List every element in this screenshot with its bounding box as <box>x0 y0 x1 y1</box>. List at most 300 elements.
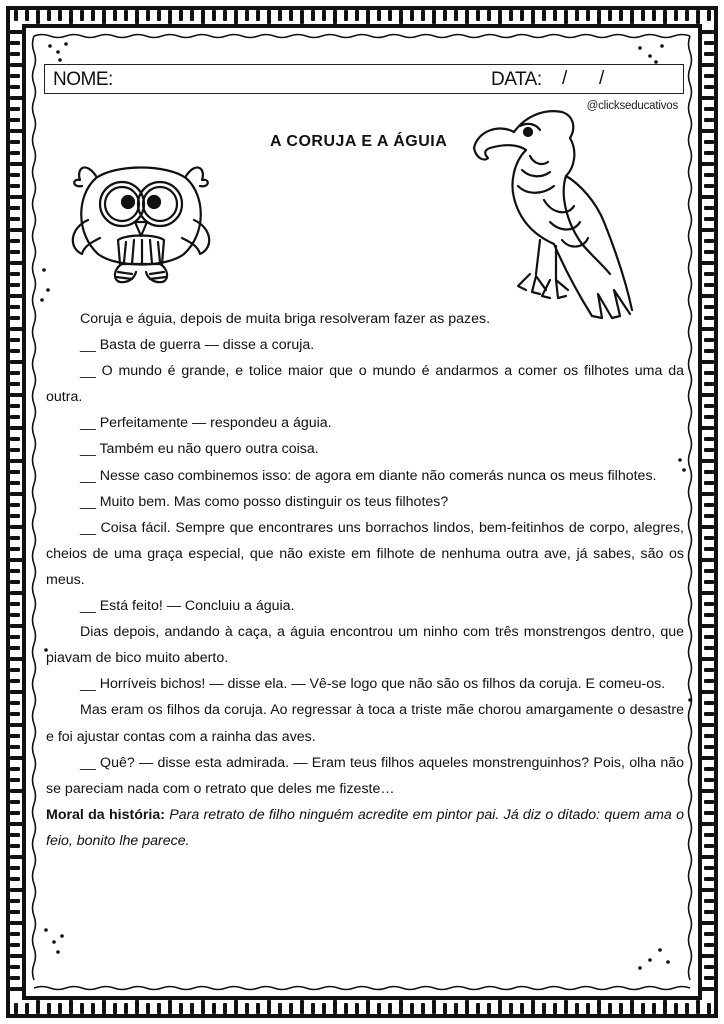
frame-bar <box>80 10 84 21</box>
frame-dot <box>688 698 692 702</box>
story-paragraph: __ Também eu não quero outra coisa. <box>80 441 319 458</box>
frame-bar <box>113 10 117 21</box>
frame-bar <box>704 668 714 672</box>
frame-bar <box>704 404 714 408</box>
frame-bar <box>212 10 216 21</box>
frame-bar <box>701 789 714 793</box>
frame-bar <box>10 811 20 815</box>
frame-bar <box>10 910 20 914</box>
frame-bar <box>355 1003 359 1014</box>
frame-bar <box>25 1003 29 1014</box>
frame-bar <box>704 679 714 683</box>
frame-bar <box>25 10 29 21</box>
frame-bar <box>701 624 714 628</box>
frame-bar <box>10 129 23 133</box>
frame-bar <box>586 10 590 21</box>
frame-bar <box>487 10 491 21</box>
frame-bar <box>531 10 535 24</box>
frame-bar <box>10 646 20 650</box>
frame-bar <box>388 10 392 21</box>
frame-bar <box>674 10 678 21</box>
frame-bar <box>10 52 20 56</box>
frame-bar <box>10 591 23 595</box>
frame-bar <box>10 712 20 716</box>
frame-bar <box>704 943 714 947</box>
frame-bar <box>10 987 23 991</box>
frame-bar <box>10 63 23 67</box>
frame-bar <box>10 877 20 881</box>
frame-bar <box>704 437 714 441</box>
story-paragraph: __ Basta de guerra — disse a coruja. <box>80 337 315 354</box>
frame-bar <box>10 206 20 210</box>
name-label: NOME: <box>53 69 113 90</box>
frame-bar <box>102 1000 106 1014</box>
frame-bar <box>146 1003 150 1014</box>
frame-bar <box>201 1000 205 1014</box>
frame-bar <box>704 85 714 89</box>
frame-bar <box>14 10 18 21</box>
frame-bar <box>10 294 23 298</box>
frame-bar <box>10 514 20 518</box>
frame-bar <box>701 96 714 100</box>
frame-bar <box>10 866 20 870</box>
frame-bar <box>704 470 714 474</box>
frame-bar <box>58 1003 62 1014</box>
frame-dot <box>42 268 46 272</box>
frame-bar <box>10 921 23 925</box>
frame-bar <box>10 239 20 243</box>
frame-bar <box>36 1000 40 1014</box>
frame-bar <box>443 1003 447 1014</box>
frame-bar <box>454 1003 458 1014</box>
frame-bar <box>10 536 20 540</box>
frame-bar <box>10 657 23 661</box>
frame-bar <box>10 558 23 562</box>
frame-bar <box>597 1000 601 1014</box>
frame-bar <box>553 10 557 21</box>
frame-bar <box>704 800 714 804</box>
frame-dot <box>666 960 670 964</box>
frame-bar <box>704 338 714 342</box>
frame-bar <box>701 426 714 430</box>
frame-dot <box>56 950 60 954</box>
frame-bar <box>311 1003 315 1014</box>
frame-bar <box>704 635 714 639</box>
frame-bar <box>520 10 524 21</box>
frame-bar <box>696 10 700 24</box>
story-paragraph: Dias depois, andando à caça, a águia encontrou um ninho com três monstrengos dentro, que piavam de bico muito aberto. <box>46 624 684 667</box>
frame-bar <box>124 10 128 21</box>
frame-bar <box>586 1003 590 1014</box>
frame-bar <box>10 151 20 155</box>
frame-bar <box>701 228 714 232</box>
frame-bar <box>102 10 106 24</box>
frame-bar <box>696 1000 700 1014</box>
frame-bar <box>509 1003 513 1014</box>
frame-scribble <box>34 35 690 38</box>
eagle-illustration <box>470 104 640 324</box>
frame-bar <box>704 41 714 45</box>
frame-dot <box>658 948 662 952</box>
frame-bar <box>701 756 714 760</box>
frame-bar <box>410 10 414 21</box>
frame-bar <box>10 503 20 507</box>
frame-bar <box>10 525 23 529</box>
frame-bar <box>157 1003 161 1014</box>
frame-bar <box>10 734 20 738</box>
frame-bar <box>701 954 714 958</box>
frame-bar <box>663 1000 667 1014</box>
frame-bar <box>10 459 23 463</box>
frame-bar <box>10 679 20 683</box>
frame-dot <box>64 42 68 46</box>
frame-bar <box>704 316 714 320</box>
frame-dot <box>44 928 48 932</box>
frame-bar <box>69 10 73 24</box>
frame-bar <box>704 481 714 485</box>
frame-bar <box>10 85 20 89</box>
frame-bar <box>10 833 20 837</box>
frame-bar <box>267 10 271 24</box>
owl-illustration <box>66 156 216 291</box>
frame-bar <box>10 789 23 793</box>
frame-bar <box>278 10 282 21</box>
frame-bar <box>487 1003 491 1014</box>
frame-bar <box>652 10 656 21</box>
frame-bar <box>245 1003 249 1014</box>
frame-bar <box>179 1003 183 1014</box>
frame-bar <box>701 657 714 661</box>
frame-bar <box>91 10 95 21</box>
frame-bar <box>289 1003 293 1014</box>
frame-bar <box>704 712 714 716</box>
frame-bar <box>10 250 20 254</box>
frame-bar <box>704 536 714 540</box>
frame-bar <box>701 822 714 826</box>
frame-bar <box>704 74 714 78</box>
frame-bar <box>10 96 23 100</box>
frame-bar <box>322 10 326 21</box>
story-paragraph: Mas eram os filhos da coruja. Ao regressar à toca a triste mãe chorou amargamente o desastre e foi ajustar contas com a rainha das aves. <box>46 702 684 745</box>
story-paragraph: __ Horríveis bichos! — disse ela. — Vê-se logo que não são os filhos da coruja. E comeu-os. <box>80 676 666 693</box>
frame-bar <box>704 778 714 782</box>
frame-bar <box>256 10 260 21</box>
frame-bar <box>701 63 714 67</box>
frame-bar <box>377 1003 381 1014</box>
frame-bar <box>704 371 714 375</box>
frame-bar <box>135 10 139 24</box>
frame-bar <box>212 1003 216 1014</box>
frame-bar <box>704 415 714 419</box>
frame-bar <box>245 10 249 21</box>
frame-bar <box>234 1000 238 1014</box>
frame-bar <box>704 844 714 848</box>
frame-bar <box>10 360 23 364</box>
date-label: DATA: <box>491 69 542 90</box>
frame-bar <box>509 10 513 21</box>
name-date-header <box>44 64 684 94</box>
frame-scribble <box>689 36 692 980</box>
frame-bar <box>619 1003 623 1014</box>
frame-bar <box>377 10 381 21</box>
frame-bar <box>10 767 20 771</box>
frame-bar <box>311 10 315 21</box>
page-title: A CORUJA E A ÁGUIA <box>270 133 448 150</box>
frame-bar <box>619 10 623 21</box>
frame-bar <box>289 10 293 21</box>
frame-bar <box>10 393 23 397</box>
frame-bar <box>630 1000 634 1014</box>
frame-bar <box>10 492 23 496</box>
frame-bar <box>10 965 20 969</box>
frame-bar <box>10 437 20 441</box>
frame-bar <box>10 415 20 419</box>
frame-bar <box>190 1003 194 1014</box>
frame-bar <box>701 294 714 298</box>
frame-bar <box>10 195 23 199</box>
frame-bar <box>14 1003 18 1014</box>
frame-bar <box>641 10 645 21</box>
frame-bar <box>704 910 714 914</box>
frame-bar <box>135 1000 139 1014</box>
frame-bar <box>608 10 612 21</box>
frame-bar <box>322 1003 326 1014</box>
frame-dot <box>648 958 652 962</box>
frame-bar <box>707 10 711 21</box>
frame-dot <box>46 288 50 292</box>
frame-scribble <box>33 36 36 980</box>
frame-bar <box>704 305 714 309</box>
frame-dot <box>52 940 56 944</box>
frame-bar <box>146 10 150 21</box>
story-paragraph: __ O mundo é grande, e tolice maior que o mundo é andarmos a comer os filhotes uma da outra. <box>46 363 684 406</box>
frame-bar <box>344 1003 348 1014</box>
frame-bar <box>10 800 20 804</box>
frame-bar <box>564 1000 568 1014</box>
frame-bar <box>542 10 546 21</box>
frame-bar <box>704 448 714 452</box>
frame-bar <box>542 1003 546 1014</box>
frame-bar <box>701 591 714 595</box>
frame-bar <box>10 305 20 309</box>
frame-bar <box>10 899 20 903</box>
frame-bar <box>47 10 51 21</box>
frame-bar <box>36 10 40 24</box>
frame-bar <box>10 690 23 694</box>
frame-bar <box>10 602 20 606</box>
frame-bar <box>704 151 714 155</box>
frame-bar <box>704 976 714 980</box>
frame-bar <box>10 844 20 848</box>
frame-bar <box>399 1000 403 1014</box>
frame-bar <box>10 41 20 45</box>
frame-bar <box>701 30 714 34</box>
frame-bar <box>701 393 714 397</box>
frame-bar <box>10 404 20 408</box>
frame-bar <box>47 1003 51 1014</box>
story-text <box>46 306 684 854</box>
frame-bar <box>704 272 714 276</box>
story-paragraph: __ Coisa fácil. Sempre que encontrares uns borrachos lindos, bem-feitinhos de corpo, alegres, cheios de uma graça especial, que não existe em filhote de nenhuma outra ave, já sabes, são os meus. <box>46 519 684 588</box>
frame-bar <box>10 778 20 782</box>
frame-bar <box>575 1003 579 1014</box>
frame-bar <box>10 272 20 276</box>
moral-label: Moral da história: <box>46 806 165 823</box>
frame-scribble <box>34 987 690 990</box>
frame-bar <box>704 701 714 705</box>
frame-bar <box>476 1003 480 1014</box>
frame-bar <box>223 10 227 21</box>
frame-bar <box>630 10 634 24</box>
author-handle: @clickseducativos <box>586 100 678 112</box>
frame-bar <box>704 118 714 122</box>
frame-bar <box>707 1003 711 1014</box>
frame-bar <box>421 10 425 21</box>
frame-bar <box>701 261 714 265</box>
frame-bar <box>223 1003 227 1014</box>
frame-bar <box>701 195 714 199</box>
frame-bar <box>278 1003 282 1014</box>
story-paragraph: __ Muito bem. Mas como posso distinguir os teus filhotes? <box>80 493 449 510</box>
frame-bar <box>168 10 172 24</box>
frame-bar <box>10 569 20 573</box>
story-paragraph: __ Nesse caso combinemos isso: de agora em diante não comerás nunca os meus filhotes. <box>80 467 657 484</box>
frame-bar <box>704 646 714 650</box>
frame-bar <box>10 349 20 353</box>
frame-dot <box>56 50 60 54</box>
frame-bar <box>10 327 23 331</box>
frame-bar <box>10 756 23 760</box>
frame-bar <box>410 1003 414 1014</box>
frame-bar <box>465 10 469 24</box>
frame-bar <box>190 10 194 21</box>
frame-bar <box>10 162 23 166</box>
moral-text: Para retrato de filho ninguém acredite em pintor pai. Já diz o ditado: quem ama o feio, bonito lhe parece. <box>46 806 684 849</box>
frame-bar <box>10 30 23 34</box>
frame-bar <box>564 10 568 24</box>
frame-bar <box>10 470 20 474</box>
frame-bar <box>704 965 714 969</box>
frame-bar <box>465 1000 469 1014</box>
frame-bar <box>432 10 436 24</box>
date-separator: / <box>562 68 567 89</box>
frame-bar <box>685 1003 689 1014</box>
frame-bar <box>704 547 714 551</box>
frame-bar <box>10 118 20 122</box>
frame-bar <box>300 1000 304 1014</box>
frame-bar <box>498 10 502 24</box>
frame-bar <box>267 1000 271 1014</box>
frame-bar <box>704 602 714 606</box>
frame-bar <box>179 10 183 21</box>
frame-bar <box>333 10 337 24</box>
frame-bar <box>704 217 714 221</box>
frame-bar <box>344 10 348 21</box>
frame-bar <box>366 1000 370 1014</box>
frame-bar <box>704 206 714 210</box>
frame-bar <box>10 888 23 892</box>
frame-bar <box>10 580 20 584</box>
frame-bar <box>476 10 480 21</box>
frame-bar <box>10 668 20 672</box>
frame-bar <box>80 1003 84 1014</box>
frame-bar <box>704 833 714 837</box>
frame-bar <box>704 613 714 617</box>
frame-bar <box>234 10 238 24</box>
frame-dot <box>48 44 52 48</box>
frame-bar <box>701 459 714 463</box>
frame-dot <box>638 966 642 970</box>
frame-bar <box>701 987 714 991</box>
frame-bar <box>704 239 714 243</box>
frame-bar <box>10 382 20 386</box>
frame-dot <box>40 298 44 302</box>
frame-bar <box>704 899 714 903</box>
frame-bar <box>597 10 601 24</box>
frame-bar <box>10 184 20 188</box>
frame-bar <box>333 1000 337 1014</box>
frame-bar <box>201 10 205 24</box>
frame-bar <box>520 1003 524 1014</box>
frame-bar <box>701 723 714 727</box>
frame-bar <box>704 173 714 177</box>
frame-bar <box>10 723 23 727</box>
frame-bar <box>443 10 447 21</box>
frame-bar <box>10 426 23 430</box>
frame-bar <box>421 1003 425 1014</box>
moral-paragraph <box>46 802 684 854</box>
frame-bar <box>124 1003 128 1014</box>
frame-bar <box>256 1003 260 1014</box>
frame-bar <box>498 1000 502 1014</box>
frame-bar <box>168 1000 172 1014</box>
frame-bar <box>704 734 714 738</box>
frame-bar <box>704 184 714 188</box>
frame-bar <box>10 943 20 947</box>
frame-bar <box>674 1003 678 1014</box>
frame-bar <box>701 129 714 133</box>
frame-bar <box>10 855 23 859</box>
frame-bar <box>10 107 20 111</box>
frame-dot <box>60 934 64 938</box>
frame-bar <box>10 283 20 287</box>
frame-dot <box>648 54 652 58</box>
frame-bar <box>701 558 714 562</box>
frame-bar <box>10 976 20 980</box>
frame-bar <box>701 525 714 529</box>
frame-bar <box>10 74 20 78</box>
frame-bar <box>454 10 458 21</box>
frame-bar <box>701 327 714 331</box>
frame-bar <box>701 360 714 364</box>
frame-bar <box>704 140 714 144</box>
frame-bar <box>704 250 714 254</box>
story-paragraph: __ Perfeitamente — respondeu a águia. <box>80 415 332 432</box>
frame-bar <box>685 10 689 21</box>
frame-bar <box>10 547 20 551</box>
frame-bar <box>10 338 20 342</box>
frame-bar <box>663 10 667 24</box>
frame-bar <box>704 932 714 936</box>
frame-bar <box>704 811 714 815</box>
frame-bar <box>10 173 20 177</box>
frame-bar <box>69 1000 73 1014</box>
frame-bar <box>701 492 714 496</box>
frame-bar <box>704 107 714 111</box>
frame-bar <box>157 10 161 21</box>
frame-bar <box>704 877 714 881</box>
frame-bar <box>10 822 23 826</box>
